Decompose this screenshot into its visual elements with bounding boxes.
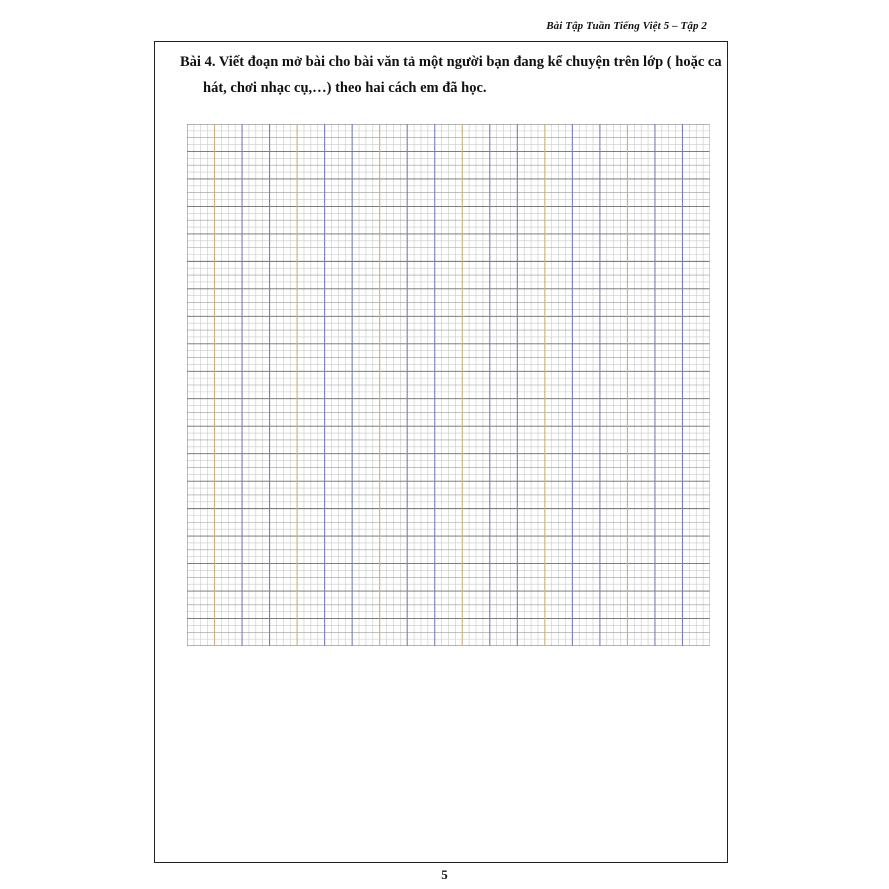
handwriting-grid[interactable] bbox=[187, 124, 710, 646]
exercise-label: Bài 4. bbox=[180, 54, 216, 70]
exercise-prompt-line-2: hát, chơi nhạc cụ,…) theo hai cách em đã học. bbox=[203, 80, 487, 96]
handwriting-grid-lines bbox=[187, 124, 710, 646]
exercise-prompt-line-1 bbox=[180, 49, 722, 75]
exercise-text-1: Viết đoạn mở bài cho bài văn tả một người bạn đang kể chuyện trên lớp ( hoặc ca bbox=[218, 54, 722, 70]
page-number: 5 bbox=[441, 867, 448, 882]
running-header: Bài Tập Tuần Tiếng Việt 5 – Tập 2 bbox=[546, 20, 707, 32]
exercise-prompt bbox=[180, 49, 722, 101]
